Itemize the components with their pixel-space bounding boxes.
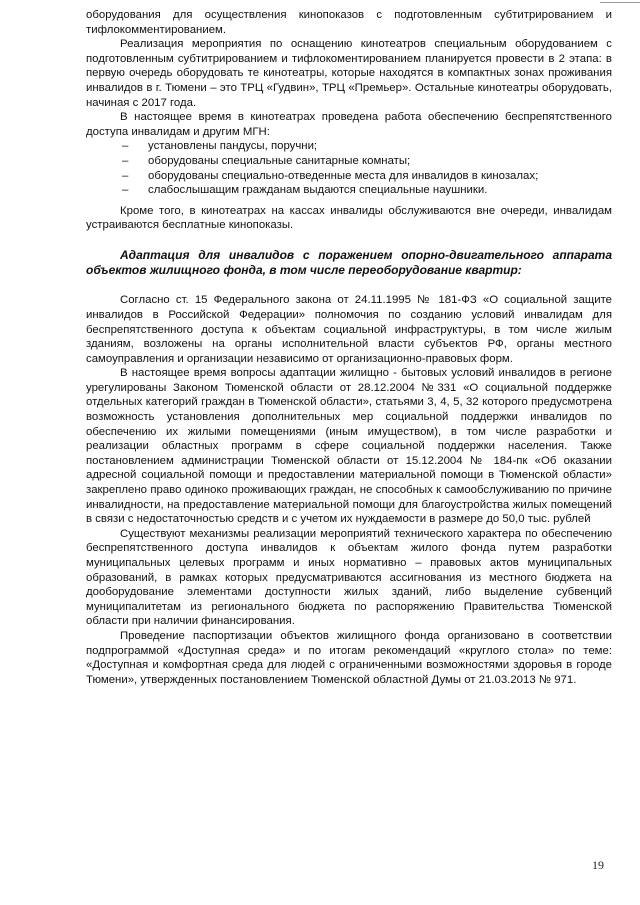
page-number: 19 [592,858,604,872]
document-page [86,8,612,687]
list-item [86,183,612,198]
list-dash: – [122,140,129,153]
paragraph-certification: Проведение паспортизации объектов жилищного фонда организовано в соответствии подпрограммой «Доступная среда» и по итогам рекомендаций «круглого стола» по теме: «Доступная и комфортная среда для людей с ограниченными возможностями здоровья в городе Тюмени», утвержденных постановлением Тюменской областной Думы от 21.03.2013 № 971. [86,629,612,686]
paragraph-regional-regulation: В настоящее время вопросы адаптации жилищно - бытовых условий инвалидов в регионе урегулированы Законом Тюменской области от 28.12.2004 №331 «О социальной поддержке отдельных категорий граждан в Тюменской области», статьями 3, 4, 5, 32 которого предусмотрена возможность установления дополнительных мер социальной поддержки инвалидов по обеспечению их жилыми помещениями (иным имуществом), в том числе разработки и реализации областных программ в сфере социальной поддержки населения. Также постановлением администрации Тюменской области от 15.12.2004 № 184-пк «Об оказании адресной социальной помощи и предоставлении материальной помощи в Тюменской области» закреплено право одиноко проживающих граждан, не способных к самообслуживанию по причине инвалидности, на предоставление материальной помощи для благоустройства жилых помещений в связи с недостаточностью средств и с учетом их нуждаемости в размере до 50,0 тыс. рублей [86,367,612,526]
paragraph-technical-mechanisms: Существуют механизмы реализации мероприятий технического характера по обеспечению беспрепятственного доступа инвалидов к объектам жилого фонда путем разработки муниципальных целевых программ и иных нормативно – правовых актов муниципальных образований, в рамках которых предусматриваются ассигнования из местного бюджета на дооборудование элементами доступности жилых зданий, либо выделение субвенций муниципалитетам из регионального бюджета по распоряжению Правительства Тюменской области при наличии финансирования. [86,527,612,628]
list-item [86,139,612,154]
list-item [86,154,612,169]
list-item-text: оборудованы специально-отведенные места для инвалидов в кинозалах; [148,169,539,182]
accessibility-measures-list [86,139,612,197]
section-heading-housing-adaptation: Адаптация для инвалидов с поражением опорно-двигательного аппарата объектов жилищного фонда, в том числе переоборудование квартир: [86,247,612,278]
list-dash: – [122,154,129,167]
paragraph-continuation: оборудования для осуществления кинопоказов с подготовленным субтитрированием и тифлокомментированием. [86,9,612,36]
paragraph-box-office-benefits: Кроме того, в кинотеатрах на кассах инвалиды обслуживаются вне очереди, инвалидам устраиваются бесплатные кинопоказы. [86,204,612,232]
list-dash: – [122,184,129,197]
list-item-text: установлены пандусы, поручни; [148,140,318,153]
paragraph-federal-law: Согласно ст. 15 Федерального закона от 24.11.1995 № 181-ФЗ «О социальной защите инвалидов в Российской Федерации» полномочия по созданию условий инвалидам для беспрепятственного доступа к объектам социальной инфраструктуры, в том числе жилым зданиям, возложены на органы исполнительной власти субъектов РФ, органы местного самоуправления и организации независимо от организационно-правовых форм. [86,294,612,365]
list-item-text: оборудованы специальные санитарные комнаты; [148,154,411,167]
list-dash: – [122,169,129,182]
top-edge-line [600,2,640,3]
list-item-text: слабослышащим гражданам выдаются специальные наушники. [148,184,488,197]
paragraph-cinema-accessibility-work: В настоящее время в кинотеатрах проведена работа обеспечению беспрепятственного доступа инвалидам и другим МГН: [86,111,612,138]
list-item [86,169,612,184]
paragraph-cinema-equipment-plan: Реализация мероприятия по оснащению кинотеатров специальным оборудованием с подготовленным субтитрированием и тифлокоментированием планируется провести в 2 этапа: в первую очередь оборудовать те кинотеатры, которые находятся в компактных зонах проживания инвалидов в г. Тюмени – это ТРЦ «Гудвин», ТРЦ «Премьер». Остальные кинотеатры оборудовать, начиная с 2017 года. [86,38,612,109]
